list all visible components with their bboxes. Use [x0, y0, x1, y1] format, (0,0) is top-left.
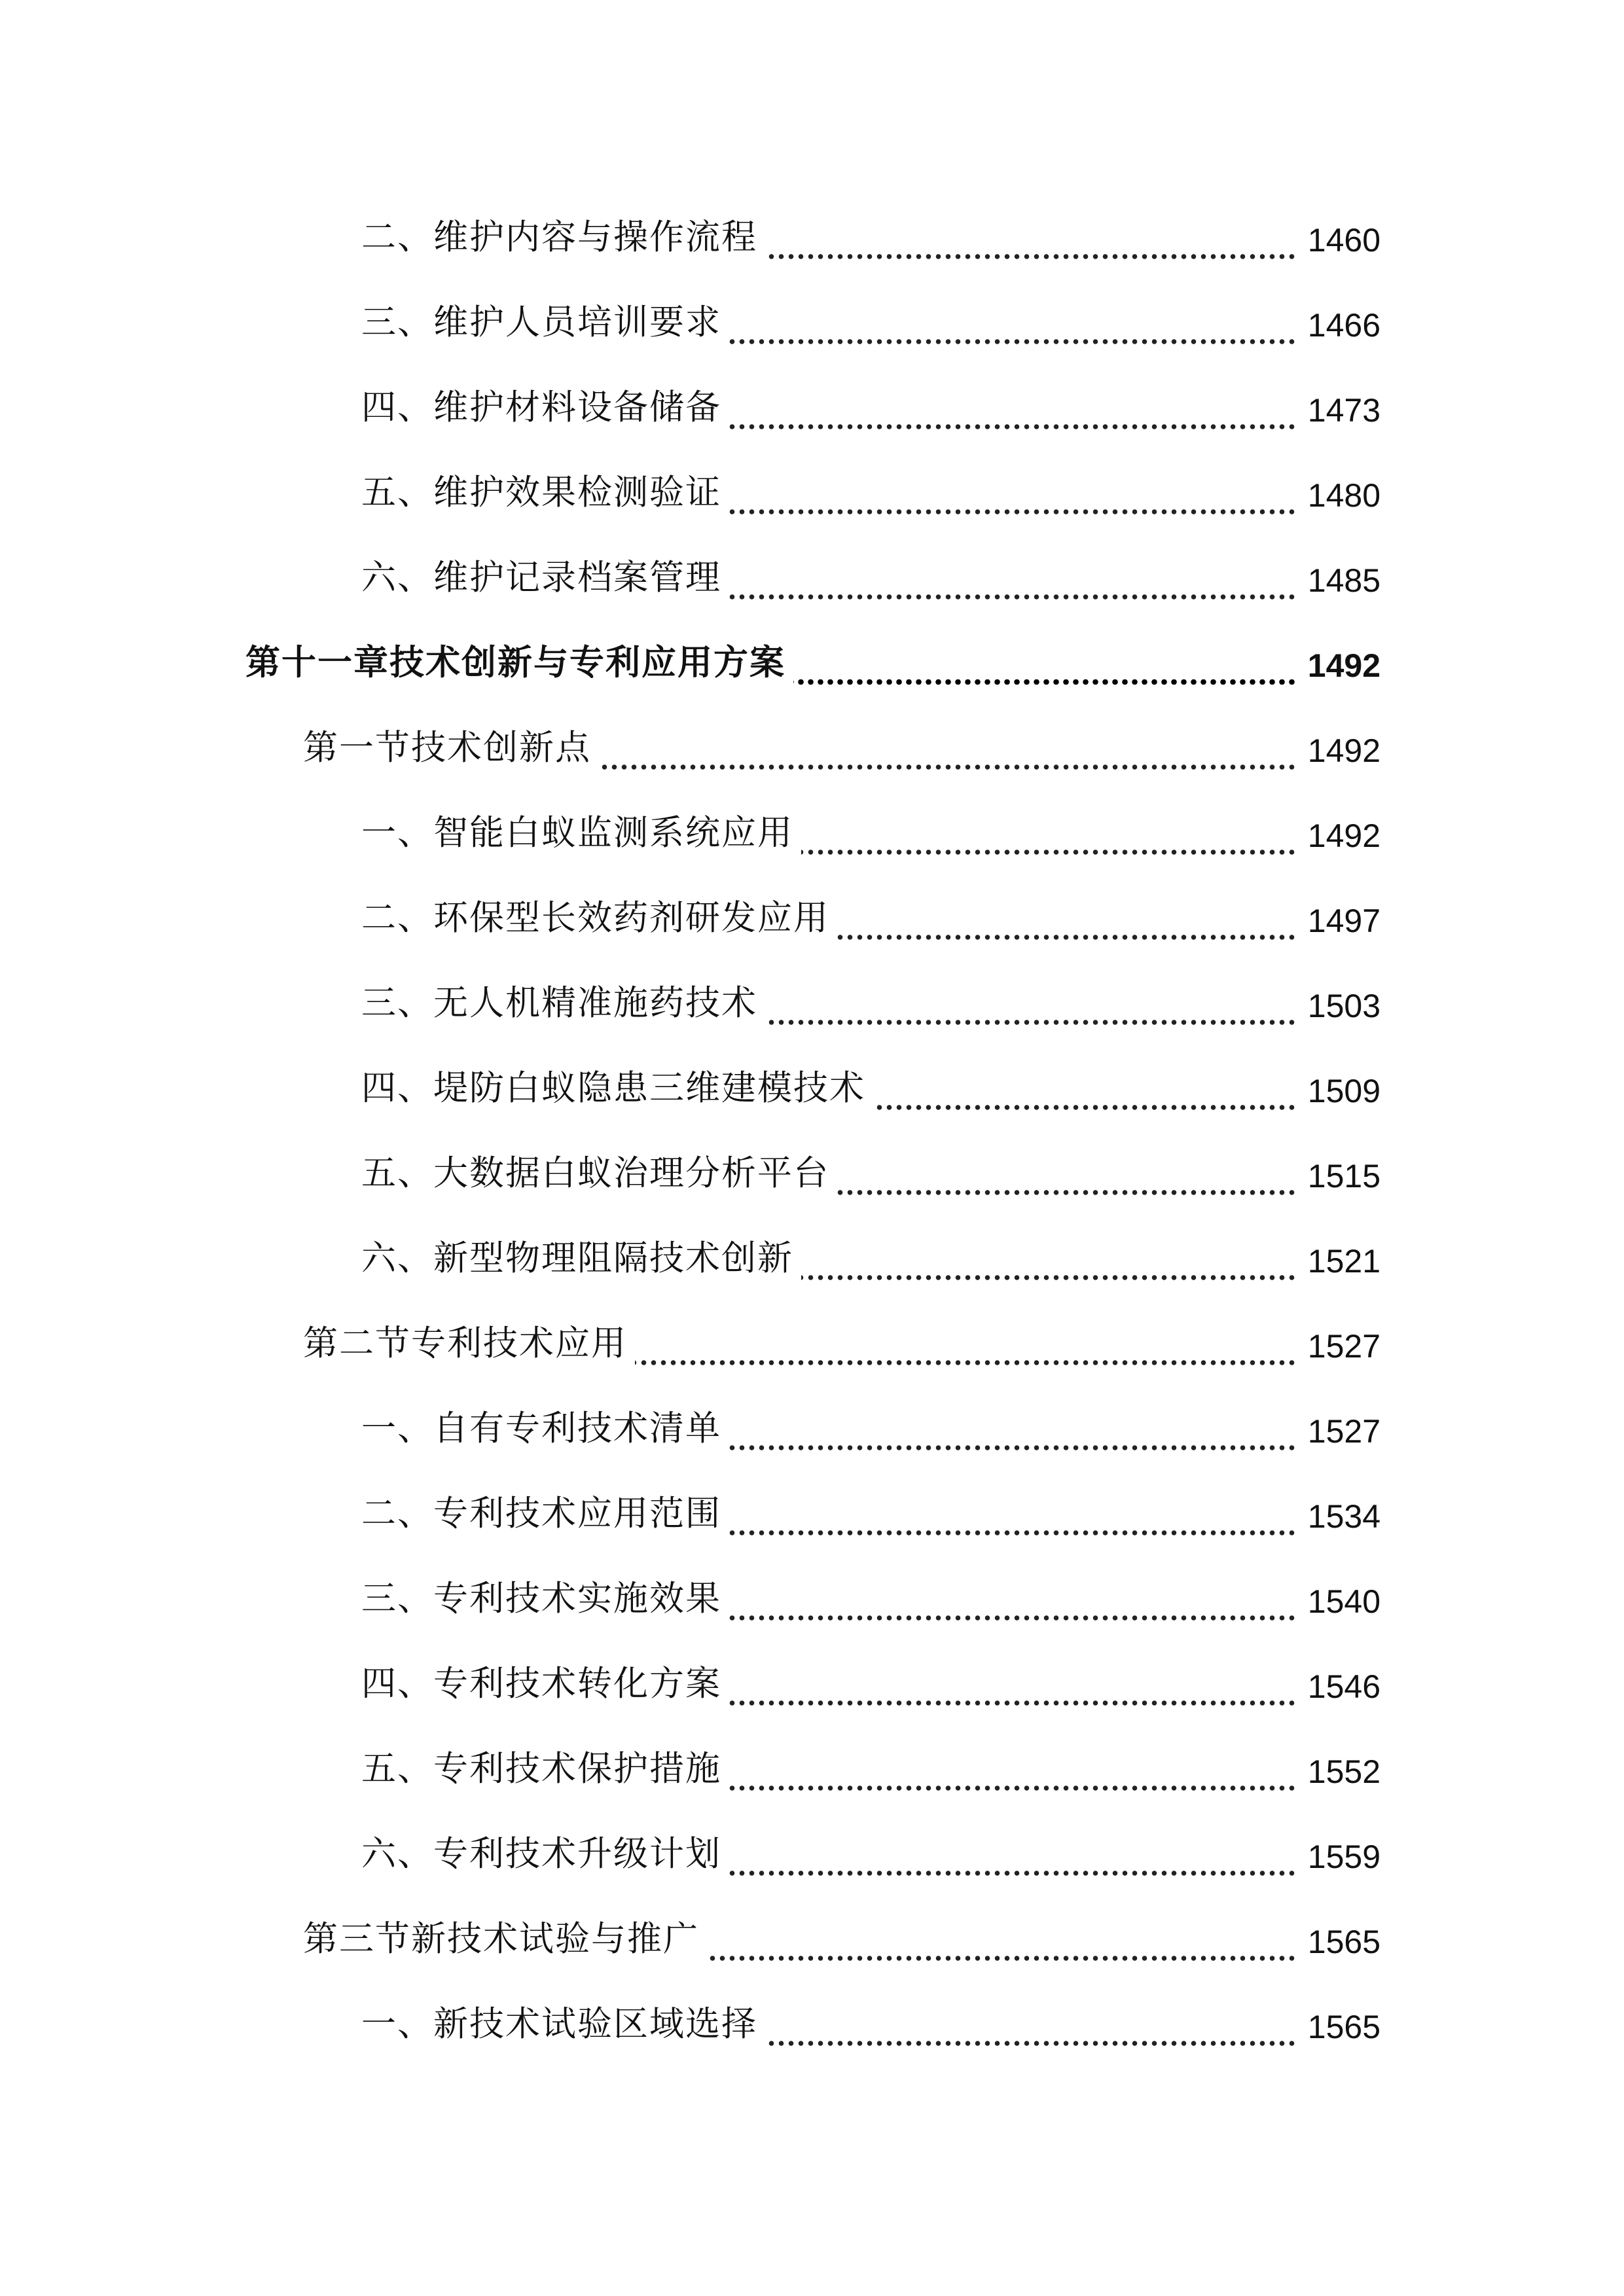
toc-entry-page: 1497	[1307, 903, 1380, 939]
toc-entry[interactable]	[0, 1388, 1624, 1473]
toc-entry-title: 第二节专利技术应用	[303, 1323, 627, 1363]
dot-leader	[729, 1700, 1297, 1706]
dot-leader	[729, 1871, 1297, 1876]
toc-entry-page: 1521	[1307, 1243, 1380, 1280]
toc-entry-title: 四、堤防白蚁隐患三维建模技术	[361, 1068, 865, 1108]
dot-leader	[801, 1275, 1297, 1280]
toc-entry-page: 1565	[1307, 2009, 1380, 2045]
toc-entry-page: 1546	[1307, 1668, 1380, 1705]
toc-entry-page: 1515	[1307, 1158, 1380, 1194]
toc-entry-title: 六、新型物理阻隔技术创新	[361, 1238, 793, 1278]
toc-entry[interactable]	[0, 537, 1624, 622]
dot-leader	[729, 1785, 1297, 1791]
toc-entry-title: 五、专利技术保护措施	[361, 1749, 721, 1789]
toc-entry-title: 四、专利技术转化方案	[361, 1664, 721, 1704]
toc-entry-title: 第三节新技术试验与推广	[303, 1919, 699, 1959]
toc-entry-title: 二、维护内容与操作流程	[361, 217, 757, 257]
dot-leader	[635, 1360, 1297, 1365]
toc-entry[interactable]	[0, 1898, 1624, 1983]
toc-entry[interactable]	[0, 1302, 1624, 1388]
toc-entry[interactable]	[0, 792, 1624, 877]
toc-entry-page: 1480	[1307, 477, 1380, 514]
toc-entry[interactable]	[0, 196, 1624, 281]
toc-entry[interactable]	[0, 707, 1624, 792]
toc-entry[interactable]	[0, 1132, 1624, 1217]
dot-leader	[765, 1020, 1297, 1025]
toc-entry-title: 第十一章技术创新与专利应用方案	[245, 643, 785, 683]
toc-entry-title: 四、维护材料设备储备	[361, 387, 721, 427]
toc-entry-title: 三、无人机精准施药技术	[361, 983, 757, 1023]
toc-entry[interactable]	[0, 1728, 1624, 1813]
toc-entry-page: 1460	[1307, 222, 1380, 259]
dot-leader	[873, 1105, 1297, 1110]
dot-leader	[837, 935, 1297, 940]
toc-entry[interactable]	[0, 1643, 1624, 1728]
toc-entry[interactable]	[0, 1047, 1624, 1132]
toc-entry-title: 六、维护记录档案管理	[361, 558, 721, 598]
toc-entry-page: 1509	[1307, 1073, 1380, 1109]
toc-entry-page: 1540	[1307, 1583, 1380, 1620]
toc-entry-title: 二、专利技术应用范围	[361, 1494, 721, 1534]
toc-entry-page: 1492	[1307, 817, 1380, 854]
toc-entry-page: 1492	[1307, 732, 1380, 769]
toc-entry[interactable]	[0, 1983, 1624, 2068]
toc-entry-page: 1565	[1307, 1924, 1380, 1960]
dot-leader	[729, 509, 1297, 514]
dot-leader	[801, 850, 1297, 855]
toc-entry-title: 六、专利技术升级计划	[361, 1834, 721, 1874]
dot-leader	[729, 594, 1297, 600]
toc-entry[interactable]	[0, 1473, 1624, 1558]
toc-entry-page: 1473	[1307, 392, 1380, 429]
toc-entry-title: 五、大数据白蚁治理分析平台	[361, 1153, 829, 1193]
dot-leader	[729, 1530, 1297, 1535]
toc-entry-page: 1466	[1307, 307, 1380, 344]
dot-leader	[599, 764, 1297, 770]
toc-entry-title: 一、新技术试验区域选择	[361, 2004, 757, 2044]
toc-entry[interactable]	[0, 1558, 1624, 1643]
toc-entry-page: 1552	[1307, 1753, 1380, 1790]
dot-leader	[729, 339, 1297, 344]
table-of-contents	[0, 196, 1624, 2068]
toc-entry[interactable]	[0, 962, 1624, 1047]
toc-entry-page: 1534	[1307, 1498, 1380, 1535]
toc-entry-title: 五、维护效果检测验证	[361, 473, 721, 512]
toc-entry-title: 三、维护人员培训要求	[361, 302, 721, 342]
toc-entry-page: 1485	[1307, 562, 1380, 599]
toc-entry[interactable]	[0, 452, 1624, 537]
toc-entry-title: 第一节技术创新点	[303, 728, 591, 768]
toc-entry[interactable]	[0, 1813, 1624, 1898]
toc-entry-page: 1527	[1307, 1413, 1380, 1450]
toc-entry-title: 三、专利技术实施效果	[361, 1579, 721, 1619]
dot-leader	[837, 1190, 1297, 1195]
dot-leader	[729, 424, 1297, 429]
toc-entry[interactable]	[0, 622, 1624, 707]
toc-entry-title: 二、环保型长效药剂研发应用	[361, 898, 829, 938]
dot-leader	[765, 254, 1297, 259]
dot-leader	[707, 1956, 1297, 1961]
toc-entry-page: 1559	[1307, 1839, 1380, 1875]
dot-leader	[765, 2041, 1297, 2046]
toc-entry-title: 一、智能白蚁监测系统应用	[361, 813, 793, 853]
toc-entry[interactable]	[0, 281, 1624, 367]
toc-entry[interactable]	[0, 877, 1624, 962]
toc-entry-title: 一、自有专利技术清单	[361, 1408, 721, 1448]
dot-leader	[793, 679, 1297, 685]
toc-entry[interactable]	[0, 367, 1624, 452]
dot-leader	[729, 1615, 1297, 1621]
toc-entry[interactable]	[0, 1217, 1624, 1302]
toc-entry-page: 1527	[1307, 1328, 1380, 1365]
dot-leader	[729, 1445, 1297, 1450]
toc-entry-page: 1492	[1307, 647, 1380, 684]
toc-entry-page: 1503	[1307, 988, 1380, 1024]
